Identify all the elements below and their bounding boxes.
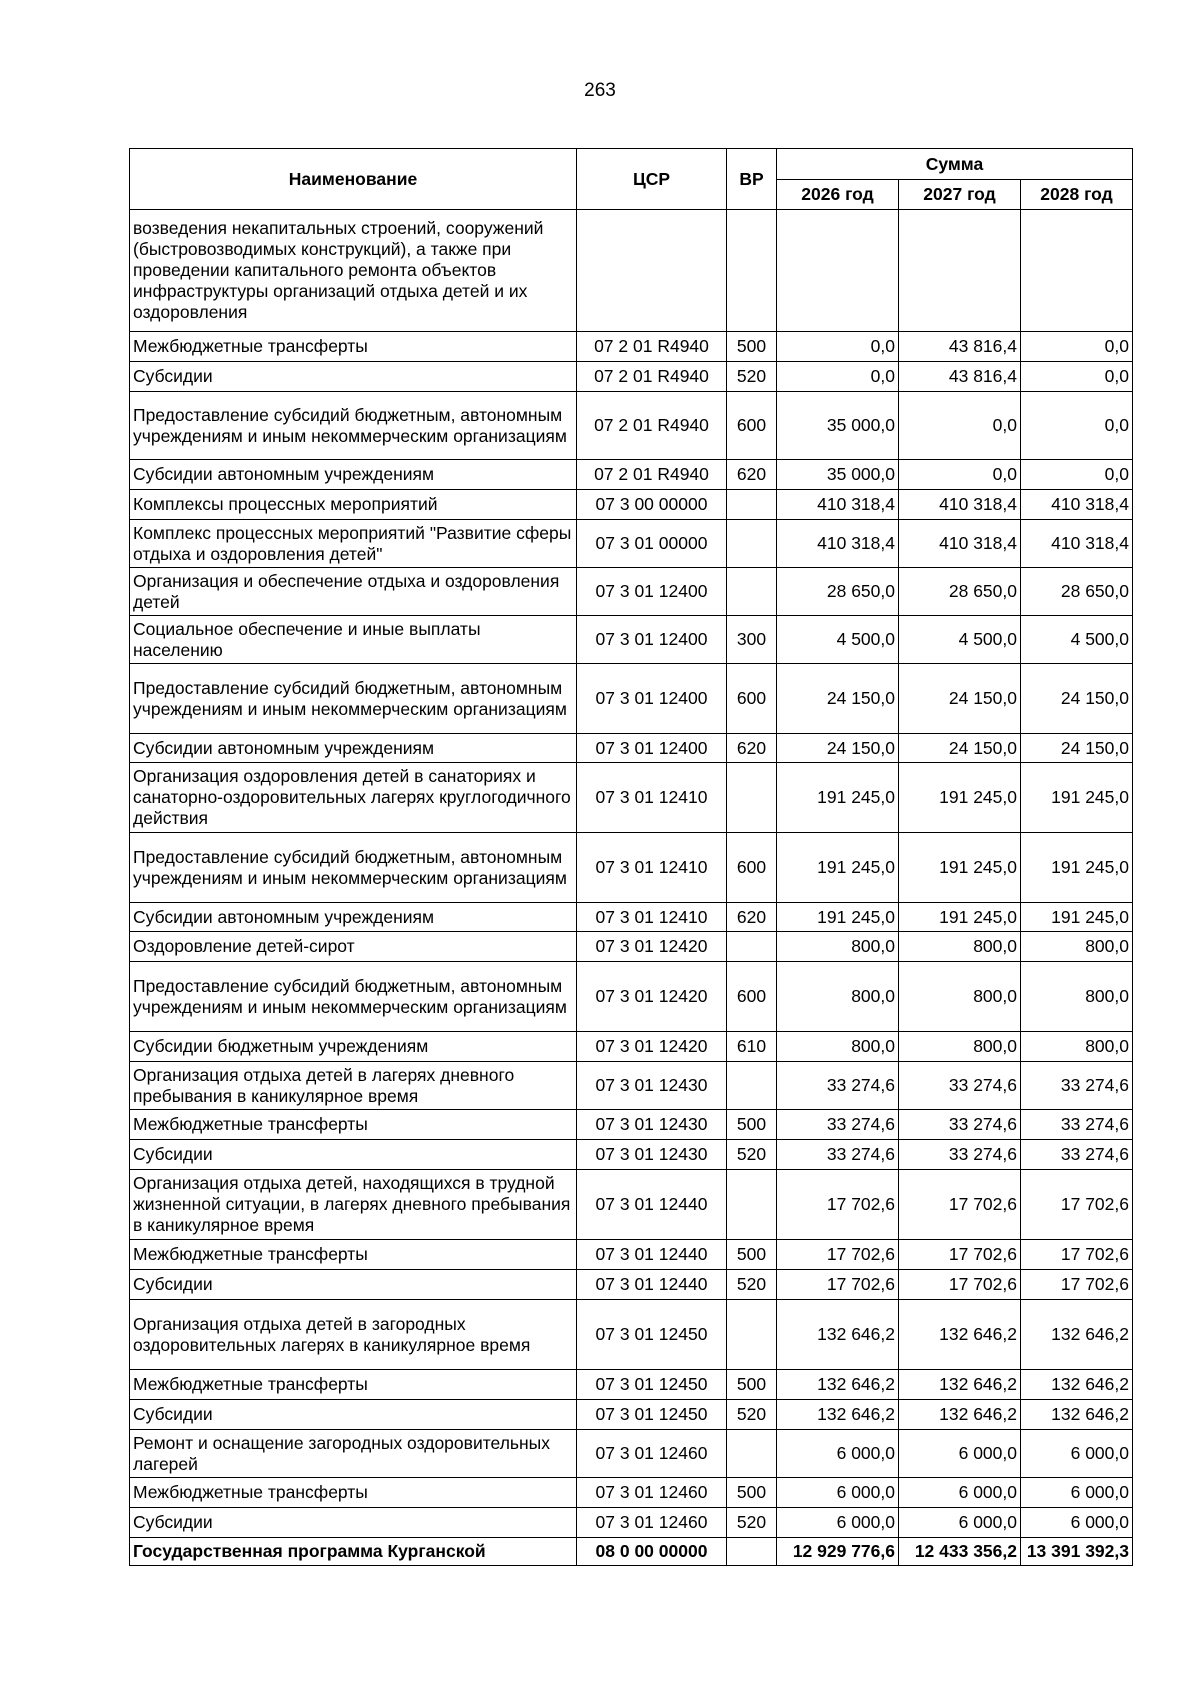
row-csr: 07 3 01 12400	[577, 734, 727, 763]
row-sum-2026: 17 702,6	[777, 1270, 899, 1300]
table-row	[130, 520, 1133, 568]
row-name: Государственная программа Курганской	[130, 1538, 577, 1566]
table-row	[130, 763, 1133, 833]
table-row	[130, 1300, 1133, 1370]
row-sum-2027: 132 646,2	[899, 1300, 1021, 1370]
row-name: Предоставление субсидий бюджетным, автономным учреждениям и иным некоммерческим организациям	[130, 962, 577, 1032]
row-sum-2027: 12 433 356,2	[899, 1538, 1021, 1566]
row-name: Организация отдыха детей в загородных оздоровительных лагерях в каникулярное время	[130, 1300, 577, 1370]
row-name: Субсидии	[130, 1508, 577, 1538]
row-sum-2026: 0,0	[777, 362, 899, 392]
row-sum-2026: 24 150,0	[777, 734, 899, 763]
row-sum-2027	[899, 210, 1021, 332]
row-name: Предоставление субсидий бюджетным, автономным учреждениям и иным некоммерческим организациям	[130, 392, 577, 460]
row-name: Организация отдыха детей в лагерях дневного пребывания в каникулярное время	[130, 1062, 577, 1110]
row-csr: 07 2 01 R4940	[577, 392, 727, 460]
row-sum-2026: 132 646,2	[777, 1370, 899, 1400]
row-sum-2028: 132 646,2	[1021, 1370, 1133, 1400]
row-vr	[727, 1300, 777, 1370]
row-sum-2027: 132 646,2	[899, 1370, 1021, 1400]
row-vr: 620	[727, 734, 777, 763]
row-vr: 600	[727, 664, 777, 734]
row-vr	[727, 520, 777, 568]
row-name: Межбюджетные трансферты	[130, 1478, 577, 1508]
row-sum-2028: 6 000,0	[1021, 1478, 1133, 1508]
header-year-2026: 2026 год	[777, 180, 899, 210]
row-sum-2028: 0,0	[1021, 362, 1133, 392]
row-sum-2026: 33 274,6	[777, 1110, 899, 1140]
row-csr: 07 3 00 00000	[577, 490, 727, 520]
row-sum-2026: 410 318,4	[777, 520, 899, 568]
row-sum-2027: 33 274,6	[899, 1110, 1021, 1140]
row-sum-2028: 800,0	[1021, 1032, 1133, 1062]
row-name: Субсидии бюджетным учреждениям	[130, 1032, 577, 1062]
row-sum-2028: 0,0	[1021, 460, 1133, 490]
row-vr: 520	[727, 1400, 777, 1430]
row-name: Организация отдыха детей, находящихся в трудной жизненной ситуации, в лагерях дневного пребывания в каникулярное время	[130, 1170, 577, 1240]
row-csr: 07 3 01 12440	[577, 1270, 727, 1300]
row-sum-2028: 6 000,0	[1021, 1508, 1133, 1538]
row-sum-2028: 191 245,0	[1021, 833, 1133, 903]
row-sum-2026: 800,0	[777, 962, 899, 1032]
table-row	[130, 332, 1133, 362]
header-sum: Сумма	[777, 149, 1133, 180]
row-name: Субсидии автономным учреждениям	[130, 903, 577, 932]
row-csr: 07 2 01 R4940	[577, 362, 727, 392]
row-vr: 500	[727, 1240, 777, 1270]
row-name: Комплексы процессных мероприятий	[130, 490, 577, 520]
row-sum-2028: 191 245,0	[1021, 903, 1133, 932]
table-row	[130, 1508, 1133, 1538]
row-sum-2028: 24 150,0	[1021, 734, 1133, 763]
row-name: Социальное обеспечение и иные выплаты населению	[130, 616, 577, 664]
row-sum-2026: 6 000,0	[777, 1478, 899, 1508]
row-name: Субсидии автономным учреждениям	[130, 734, 577, 763]
row-sum-2028: 33 274,6	[1021, 1062, 1133, 1110]
row-sum-2028: 33 274,6	[1021, 1110, 1133, 1140]
table-row	[130, 460, 1133, 490]
row-vr	[727, 1170, 777, 1240]
row-name: Межбюджетные трансферты	[130, 1110, 577, 1140]
row-csr: 07 3 01 12420	[577, 1032, 727, 1062]
row-csr: 07 3 01 12430	[577, 1110, 727, 1140]
row-sum-2026: 0,0	[777, 332, 899, 362]
row-csr: 07 3 01 12460	[577, 1478, 727, 1508]
row-csr: 07 3 01 12410	[577, 903, 727, 932]
row-sum-2027: 191 245,0	[899, 763, 1021, 833]
row-sum-2027: 24 150,0	[899, 734, 1021, 763]
row-csr	[577, 210, 727, 332]
row-vr: 520	[727, 1508, 777, 1538]
row-sum-2026: 132 646,2	[777, 1300, 899, 1370]
row-sum-2027: 28 650,0	[899, 568, 1021, 616]
table-row	[130, 1110, 1133, 1140]
row-vr: 600	[727, 962, 777, 1032]
row-sum-2026: 410 318,4	[777, 490, 899, 520]
row-sum-2028: 0,0	[1021, 392, 1133, 460]
row-sum-2026: 24 150,0	[777, 664, 899, 734]
table-row	[130, 1370, 1133, 1400]
row-vr: 300	[727, 616, 777, 664]
row-sum-2026	[777, 210, 899, 332]
row-vr: 500	[727, 1370, 777, 1400]
row-sum-2027: 800,0	[899, 932, 1021, 962]
row-sum-2026: 800,0	[777, 932, 899, 962]
row-sum-2027: 132 646,2	[899, 1400, 1021, 1430]
row-vr: 520	[727, 1140, 777, 1170]
row-sum-2028: 800,0	[1021, 962, 1133, 1032]
row-sum-2027: 6 000,0	[899, 1508, 1021, 1538]
row-vr: 600	[727, 392, 777, 460]
row-name: Межбюджетные трансферты	[130, 1370, 577, 1400]
row-sum-2027: 191 245,0	[899, 833, 1021, 903]
row-sum-2028: 17 702,6	[1021, 1240, 1133, 1270]
table-row	[130, 1140, 1133, 1170]
row-name: Субсидии	[130, 1400, 577, 1430]
row-csr: 07 3 01 12420	[577, 932, 727, 962]
row-sum-2028	[1021, 210, 1133, 332]
table-row	[130, 1032, 1133, 1062]
row-sum-2027: 0,0	[899, 392, 1021, 460]
row-csr: 07 3 01 12410	[577, 833, 727, 903]
row-csr: 07 3 01 12450	[577, 1300, 727, 1370]
row-sum-2027: 43 816,4	[899, 362, 1021, 392]
row-sum-2028: 17 702,6	[1021, 1170, 1133, 1240]
row-sum-2026: 33 274,6	[777, 1062, 899, 1110]
row-sum-2026: 28 650,0	[777, 568, 899, 616]
row-sum-2027: 43 816,4	[899, 332, 1021, 362]
row-csr: 07 3 01 12410	[577, 763, 727, 833]
row-sum-2026: 17 702,6	[777, 1240, 899, 1270]
row-vr	[727, 568, 777, 616]
row-sum-2026: 4 500,0	[777, 616, 899, 664]
row-sum-2028: 410 318,4	[1021, 520, 1133, 568]
row-name: Предоставление субсидий бюджетным, автономным учреждениям и иным некоммерческим организациям	[130, 664, 577, 734]
table-row	[130, 1538, 1133, 1566]
table-row	[130, 1170, 1133, 1240]
row-sum-2027: 0,0	[899, 460, 1021, 490]
row-csr: 07 3 01 12420	[577, 962, 727, 1032]
row-name: Субсидии	[130, 362, 577, 392]
table-row	[130, 734, 1133, 763]
budget-table	[129, 148, 1133, 1566]
table-row	[130, 1240, 1133, 1270]
row-name: Субсидии автономным учреждениям	[130, 460, 577, 490]
row-name: Комплекс процессных мероприятий "Развитие сферы отдыха и оздоровления детей"	[130, 520, 577, 568]
row-sum-2028: 28 650,0	[1021, 568, 1133, 616]
row-vr	[727, 1538, 777, 1566]
table-row	[130, 1430, 1133, 1478]
row-csr: 07 3 01 12460	[577, 1508, 727, 1538]
row-csr: 07 3 01 12430	[577, 1062, 727, 1110]
table-row	[130, 664, 1133, 734]
row-csr: 07 3 01 12400	[577, 568, 727, 616]
row-vr	[727, 210, 777, 332]
table-row	[130, 1400, 1133, 1430]
row-sum-2028: 17 702,6	[1021, 1270, 1133, 1300]
row-vr	[727, 763, 777, 833]
row-csr: 07 3 01 12400	[577, 616, 727, 664]
row-sum-2026: 191 245,0	[777, 833, 899, 903]
row-sum-2028: 4 500,0	[1021, 616, 1133, 664]
row-name: Организация оздоровления детей в санаториях и санаторно-оздоровительных лагерях круглогодичного действия	[130, 763, 577, 833]
row-sum-2027: 6 000,0	[899, 1478, 1021, 1508]
row-sum-2026: 12 929 776,6	[777, 1538, 899, 1566]
row-sum-2026: 132 646,2	[777, 1400, 899, 1430]
row-vr: 620	[727, 903, 777, 932]
row-sum-2026: 17 702,6	[777, 1170, 899, 1240]
row-sum-2027: 6 000,0	[899, 1430, 1021, 1478]
row-sum-2027: 410 318,4	[899, 520, 1021, 568]
row-sum-2027: 33 274,6	[899, 1140, 1021, 1170]
row-vr: 620	[727, 460, 777, 490]
table-row	[130, 616, 1133, 664]
table-row	[130, 392, 1133, 460]
row-vr: 520	[727, 362, 777, 392]
row-csr: 08 0 00 00000	[577, 1538, 727, 1566]
row-vr: 500	[727, 332, 777, 362]
row-csr: 07 3 01 00000	[577, 520, 727, 568]
table-row	[130, 568, 1133, 616]
row-sum-2027: 800,0	[899, 1032, 1021, 1062]
row-sum-2026: 6 000,0	[777, 1508, 899, 1538]
row-vr: 500	[727, 1110, 777, 1140]
row-sum-2028: 24 150,0	[1021, 664, 1133, 734]
row-name: Оздоровление детей-сирот	[130, 932, 577, 962]
row-sum-2028: 132 646,2	[1021, 1300, 1133, 1370]
row-sum-2026: 35 000,0	[777, 392, 899, 460]
row-sum-2028: 410 318,4	[1021, 490, 1133, 520]
row-name: Организация и обеспечение отдыха и оздоровления детей	[130, 568, 577, 616]
table-row	[130, 1478, 1133, 1508]
header-year-2027: 2027 год	[899, 180, 1021, 210]
table-row	[130, 210, 1133, 332]
row-csr: 07 3 01 12440	[577, 1240, 727, 1270]
row-sum-2027: 410 318,4	[899, 490, 1021, 520]
row-csr: 07 3 01 12430	[577, 1140, 727, 1170]
row-sum-2027: 17 702,6	[899, 1240, 1021, 1270]
row-csr: 07 3 01 12450	[577, 1370, 727, 1400]
row-csr: 07 3 01 12440	[577, 1170, 727, 1240]
row-sum-2026: 6 000,0	[777, 1430, 899, 1478]
row-sum-2027: 33 274,6	[899, 1062, 1021, 1110]
row-name: Межбюджетные трансферты	[130, 332, 577, 362]
row-name: возведения некапитальных строений, сооружений (быстровозводимых конструкций), а также при проведении капитального ремонта объектов инфраструктуры организаций отдыха детей и их оздоровления	[130, 210, 577, 332]
header-vr: ВР	[727, 149, 777, 210]
row-name: Предоставление субсидий бюджетным, автономным учреждениям и иным некоммерческим организациям	[130, 833, 577, 903]
row-sum-2027: 17 702,6	[899, 1270, 1021, 1300]
row-sum-2026: 800,0	[777, 1032, 899, 1062]
row-sum-2028: 13 391 392,3	[1021, 1538, 1133, 1566]
row-name: Субсидии	[130, 1140, 577, 1170]
row-sum-2027: 4 500,0	[899, 616, 1021, 664]
row-sum-2027: 17 702,6	[899, 1170, 1021, 1240]
row-vr	[727, 932, 777, 962]
row-sum-2028: 191 245,0	[1021, 763, 1133, 833]
row-sum-2028: 33 274,6	[1021, 1140, 1133, 1170]
table-row	[130, 962, 1133, 1032]
row-sum-2026: 33 274,6	[777, 1140, 899, 1170]
row-vr	[727, 1062, 777, 1110]
row-name: Ремонт и оснащение загородных оздоровительных лагерей	[130, 1430, 577, 1478]
table-row	[130, 1062, 1133, 1110]
row-sum-2027: 191 245,0	[899, 903, 1021, 932]
row-csr: 07 3 01 12450	[577, 1400, 727, 1430]
page-number: 263	[584, 80, 616, 101]
row-sum-2026: 35 000,0	[777, 460, 899, 490]
table-row	[130, 903, 1133, 932]
row-sum-2028: 6 000,0	[1021, 1430, 1133, 1478]
row-name: Межбюджетные трансферты	[130, 1240, 577, 1270]
row-sum-2026: 191 245,0	[777, 763, 899, 833]
header-year-2028: 2028 год	[1021, 180, 1133, 210]
row-vr: 610	[727, 1032, 777, 1062]
row-csr: 07 3 01 12400	[577, 664, 727, 734]
row-csr: 07 2 01 R4940	[577, 332, 727, 362]
table-row	[130, 932, 1133, 962]
row-sum-2026: 191 245,0	[777, 903, 899, 932]
header-name: Наименование	[130, 149, 577, 210]
row-vr: 600	[727, 833, 777, 903]
row-sum-2027: 800,0	[899, 962, 1021, 1032]
header-csr: ЦСР	[577, 149, 727, 210]
row-vr: 500	[727, 1478, 777, 1508]
row-csr: 07 2 01 R4940	[577, 460, 727, 490]
table-row	[130, 490, 1133, 520]
table-row	[130, 362, 1133, 392]
table-body	[130, 210, 1133, 1566]
row-name: Субсидии	[130, 1270, 577, 1300]
row-sum-2028: 132 646,2	[1021, 1400, 1133, 1430]
table-header	[130, 149, 1133, 210]
row-vr	[727, 490, 777, 520]
row-vr	[727, 1430, 777, 1478]
row-vr: 520	[727, 1270, 777, 1300]
row-sum-2027: 24 150,0	[899, 664, 1021, 734]
row-sum-2028: 800,0	[1021, 932, 1133, 962]
table-row	[130, 833, 1133, 903]
row-sum-2028: 0,0	[1021, 332, 1133, 362]
table-row	[130, 1270, 1133, 1300]
row-csr: 07 3 01 12460	[577, 1430, 727, 1478]
